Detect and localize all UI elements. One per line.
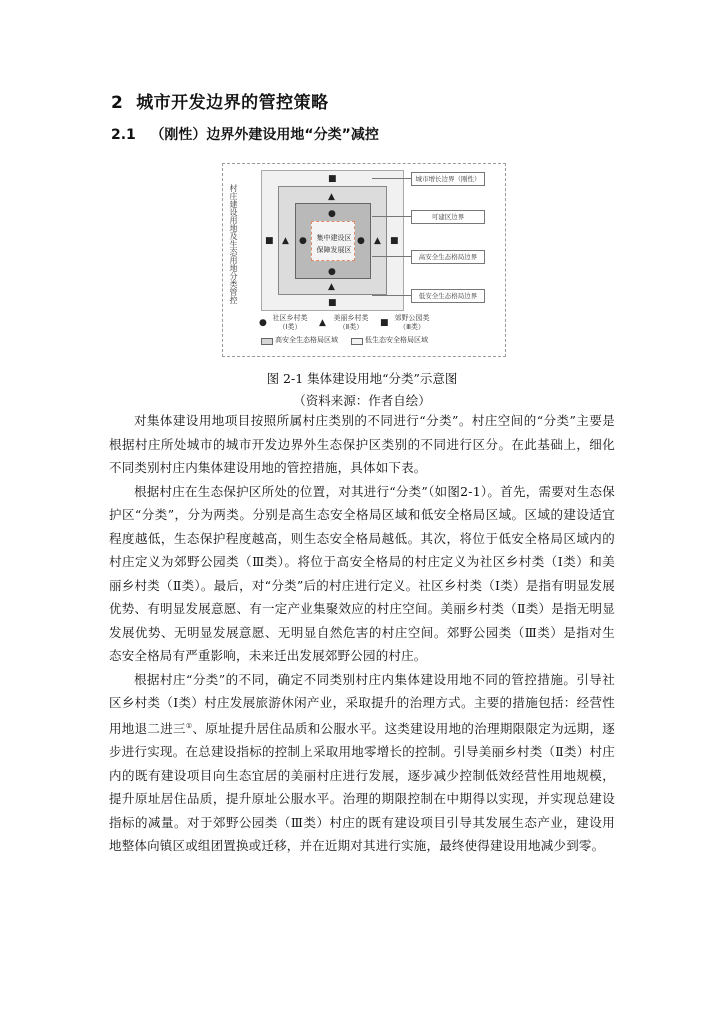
square-marker: ■ xyxy=(390,236,399,246)
legend-swatch-low xyxy=(351,338,363,345)
core-label-2: 保障发展区 xyxy=(316,246,352,254)
legend-swatch-high xyxy=(261,338,273,345)
legend-label-type-3: 郊野公园类 （Ⅲ类） xyxy=(394,314,430,331)
figure-source: （资料来源：作者自绘） xyxy=(293,393,431,408)
square-marker: ■ xyxy=(328,174,337,184)
body-text xyxy=(109,409,615,858)
legend-circle-icon: ● xyxy=(259,318,267,328)
leader-line xyxy=(372,178,411,179)
subsection-number: 2.1 xyxy=(111,127,136,143)
paragraph-3-part-2: 、原址提升居住品质和公服水平。这类建设用地的治理期限限定为远期，逐步进行实现。在总建设指标的控制上采取用地零增长的控制。引导美丽乡村类（Ⅱ类）村庄内的既有建设项目向生态宜居的美丽村庄进行发展，逐步减少控制低效经营性用地规模，提升原址居住品质，提升原址公服水平。治理的期限控制在中期得以实现，并实现总建设指标的减量。对于郊野公园类（Ⅲ类）村庄的既有建设项目引导其发展生态产业，建设用地整体向镇区或组团置换或迁移，并在近期对其进行实施，最终使得建设用地减少到零。 xyxy=(109,720,616,854)
callout-buildable-boundary: 可建区边界 xyxy=(411,210,485,224)
legend-zone-high: 高安全生态格局区域 xyxy=(275,336,338,344)
triangle-marker: ▲ xyxy=(374,236,381,246)
leader-line xyxy=(372,256,411,257)
circle-marker: ● xyxy=(328,209,336,219)
triangle-marker: ▲ xyxy=(328,192,335,202)
subsection-heading xyxy=(111,124,379,144)
section-heading xyxy=(111,88,329,113)
legend-label-type-2: 美丽乡村类 （Ⅱ类） xyxy=(333,314,369,331)
callout-urban-growth-boundary: 城市增长边界（刚性） xyxy=(411,172,485,186)
legend-square-icon: ■ xyxy=(380,318,389,328)
core-label-1: 集中建设区 xyxy=(316,234,352,242)
footnote-reference[interactable]: ① xyxy=(185,721,193,730)
leader-line xyxy=(372,216,411,217)
legend-zone-low: 低生态安全格局区域 xyxy=(365,336,428,344)
circle-marker: ● xyxy=(357,236,365,246)
figure-2-1 xyxy=(222,163,506,357)
triangle-marker: ▲ xyxy=(282,236,289,246)
legend-triangle-icon: ▲ xyxy=(319,318,326,328)
section-title: 城市开发边界的管控策略 xyxy=(136,93,329,113)
callout-low-security-boundary: 低安全生态格局边界 xyxy=(411,289,485,303)
paragraph-3 xyxy=(109,668,615,858)
paragraph-1: 对集体建设用地项目按照所属村庄类别的不同进行“分类”。村庄空间的“分类”主要是根据村庄所处城市的城市开发边界外生态保护区类别的不同进行区分。在此基础上，细化不同类别村庄内集体建设用地的管控措施，具体如下表。 xyxy=(109,413,615,475)
callout-high-security-boundary: 高安全生态格局边界 xyxy=(411,250,485,264)
figure-caption: 图 2-1 集体建设用地“分类”示意图 xyxy=(266,371,458,386)
legend-label-type-1: 社区乡村类 （Ⅰ类） xyxy=(272,314,308,331)
figure-sidebar-label: 村庄建设用地及生态用地分类管控 xyxy=(229,184,238,304)
paragraph-2: 根据村庄在生态保护区所处的位置，对其进行“分类”（如图2-1）。首先，需要对生态保护区“分类”，分为两类。分别是高生态安全格局区域和低安全格局区域。区域的建设适宜程度越低，生态保护程度越高，则生态安全格局越低。其次，将位于低安全格局区域内的村庄定义为郊野公园类（Ⅲ类）。将位于高安全格局的村庄定义为社区乡村类（Ⅰ类）和美丽乡村类（Ⅱ类）。最后，对“分类”后的村庄进行定义。社区乡村类（Ⅰ类）是指有明显发展优势、有明显发展意愿、有一定产业集聚效应的村庄空间。美丽乡村类（Ⅱ类）是指无明显发展优势、无明显发展意愿、无明显自然危害的村庄空间。郊野公园类（Ⅲ类）是指对生态安全格局有严重影响，未来迁出发展郊野公园的村庄。 xyxy=(109,483,615,663)
subsection-title: （刚性）边界外建设用地“分类”减控 xyxy=(150,127,379,143)
core-area-label xyxy=(314,232,354,256)
leader-line xyxy=(372,295,411,296)
section-number: 2 xyxy=(111,93,124,113)
paragraph-3-part-1: 根据村庄“分类”的不同，确定不同类别村庄内集体建设用地不同的管控措施。引导社区乡村类（Ⅰ类）村庄发展旅游休闲产业，采取提升的治理方式。主要的措施包括：经营性用地退二进三 xyxy=(109,671,615,736)
square-marker: ■ xyxy=(328,298,337,308)
circle-marker: ● xyxy=(328,267,336,277)
circle-marker: ● xyxy=(299,236,307,246)
triangle-marker: ▲ xyxy=(328,282,335,292)
square-marker: ■ xyxy=(265,236,274,246)
